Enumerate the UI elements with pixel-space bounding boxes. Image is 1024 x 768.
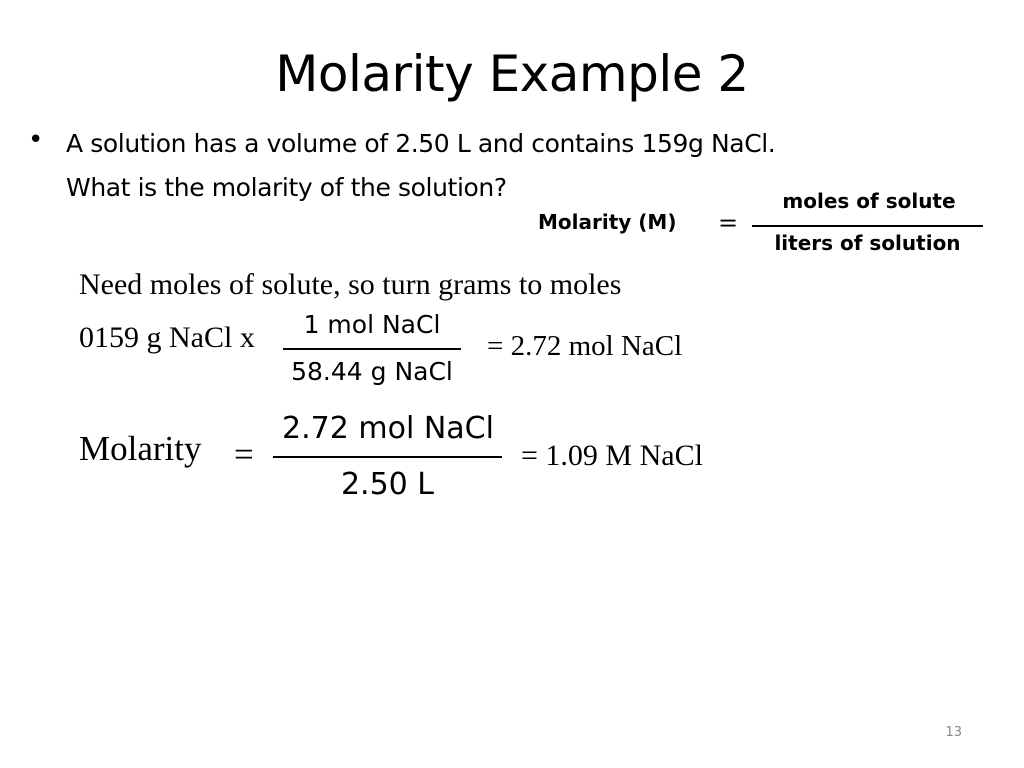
step2-denominator: 2.50 L [340, 467, 435, 502]
step2-label: Molarity [79, 429, 202, 468]
step1-grams: 0159 g NaCl x [79, 321, 255, 354]
question-line-1: A solution has a volume of 2.50 L and contains 159g NaCl. [66, 129, 776, 158]
slide-title: Molarity Example 2 [275, 45, 749, 103]
bullet-point: • [28, 125, 44, 155]
question-line-2: What is the molarity of the solution? [66, 173, 507, 202]
molarity-formula-numerator: moles of solute [782, 189, 956, 213]
page-number: 13 [945, 725, 962, 740]
molarity-formula-denominator: liters of solution [774, 231, 961, 255]
molarity-formula-equals: = [718, 209, 739, 237]
step2-equals: = [234, 435, 254, 474]
step2-result: = 1.09 M NaCl [521, 439, 703, 472]
step1-result: = 2.72 mol NaCl [487, 330, 683, 362]
conversion-denominator: 58.44 g NaCl [291, 357, 453, 386]
step2-fraction-bar [273, 456, 502, 458]
conversion-fraction-bar [283, 348, 461, 350]
molarity-formula-label: Molarity (M) [538, 210, 677, 234]
step1-instruction: Need moles of solute, so turn grams to moles [79, 268, 622, 301]
step2-numerator: 2.72 mol NaCl [282, 411, 494, 446]
conversion-numerator: 1 mol NaCl [303, 310, 441, 339]
